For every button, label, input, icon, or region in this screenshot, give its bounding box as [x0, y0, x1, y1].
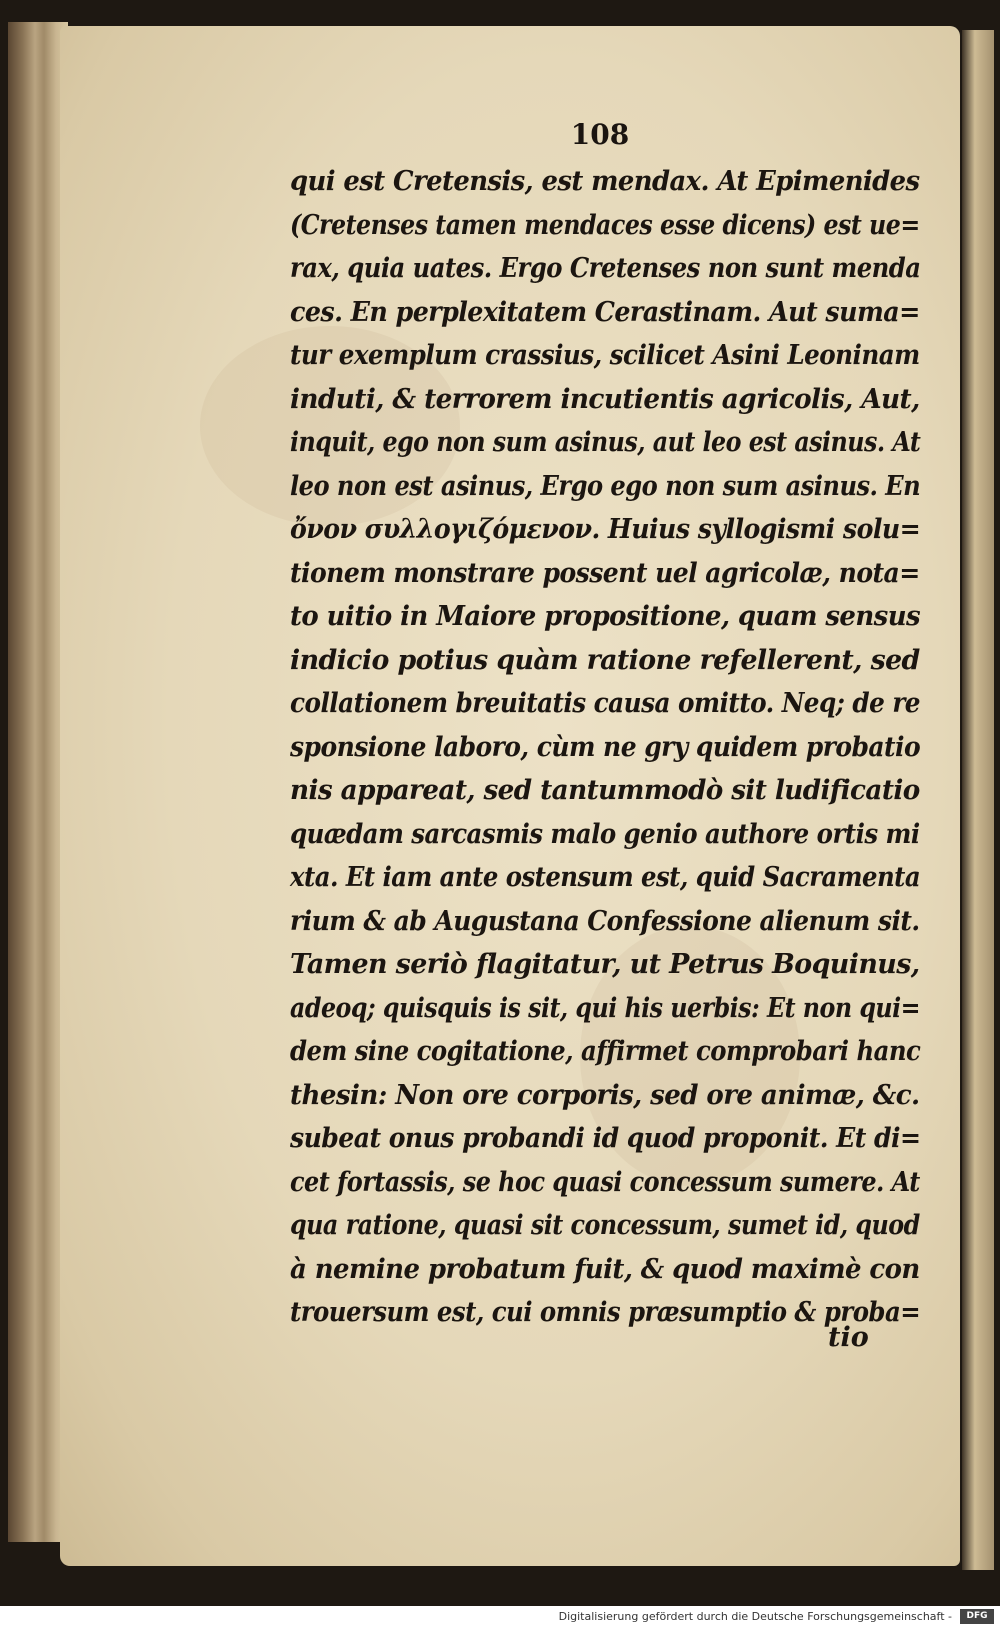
book-edge-left: [8, 22, 68, 1542]
text-line: (Cretenses tamen mendaces esse dicens) est ue=: [290, 209, 920, 241]
page-number: 108: [570, 118, 630, 151]
text-line: qui est Cretensis, est mendax. At Epimenides: [290, 166, 920, 197]
text-line: induti, & terrorem incutientis agricolis, Aut,: [290, 383, 920, 415]
text-line: subeat onus probandi id quod proponit. Et di=: [290, 1123, 921, 1154]
digitization-footer: [0, 1606, 1000, 1628]
text-line: qua ratione, quasi sit concessum, sumet id, quod: [290, 1210, 920, 1241]
text-line: xta. Et iam ante ostensum est, quid Sacramenta: [290, 862, 921, 893]
book-edge-right: [962, 30, 994, 1570]
text-line: inquit, ego non sum asinus, aut leo est asinus. At: [290, 427, 921, 458]
text-line: cet fortassis, se hoc quasi concessum sumere. At: [290, 1166, 920, 1198]
catchword: tio: [828, 1322, 869, 1353]
text-line: nis appareat, sed tantummodò sit ludificatio: [290, 775, 920, 806]
text-line: collationem breuitatis causa omitto. Neq; de re: [290, 688, 920, 719]
text-line: tur exemplum crassius, scilicet Asini Leoninam: [290, 340, 920, 371]
page-text: [290, 160, 920, 1335]
dfg-logo: DFG: [960, 1609, 994, 1624]
text-line: sponsione laboro, cùm ne gry quidem probatio: [290, 731, 921, 763]
text-line: quædam sarcasmis malo genio authore ortis mi: [290, 818, 920, 850]
text-line: rax, quia uates. Ergo Cretenses non sunt menda: [290, 253, 921, 284]
text-line: rium & ab Augustana Confessione alienum sit.: [290, 905, 920, 937]
text-line: ὄνον συλλογιζόμενον. Huius syllogismi solu=: [290, 514, 921, 545]
text-line: à nemine probatum fuit, & quod maximè con: [290, 1253, 920, 1285]
text-line: indicio potius quàm ratione refellerent, sed: [290, 644, 920, 676]
text-line: trouersum est, cui omnis præsumptio & proba=: [290, 1297, 921, 1328]
text-line: adeoq; quisquis is sit, qui his uerbis: Et non qui=: [290, 992, 921, 1024]
text-line: ces. En perplexitatem Cerastinam. Aut suma=: [290, 296, 920, 328]
text-line: thesin: Non ore corporis, sed ore animæ, &c.: [290, 1079, 920, 1111]
text-line: dem sine cogitatione, affirmet comprobari hanc: [290, 1036, 921, 1067]
text-line: tionem monstrare possent uel agricolæ, nota=: [290, 557, 920, 589]
text-line: Tamen seriò flagitatur, ut Petrus Boquinus,: [290, 949, 920, 980]
funding-credit: Digitalisierung gefördert durch die Deutsche Forschungsgemeinschaft -: [558, 1610, 952, 1623]
text-line: leo non est asinus, Ergo ego non sum asinus. En: [290, 470, 921, 502]
text-line: to uitio in Maiore propositione, quam sensus: [290, 601, 921, 632]
